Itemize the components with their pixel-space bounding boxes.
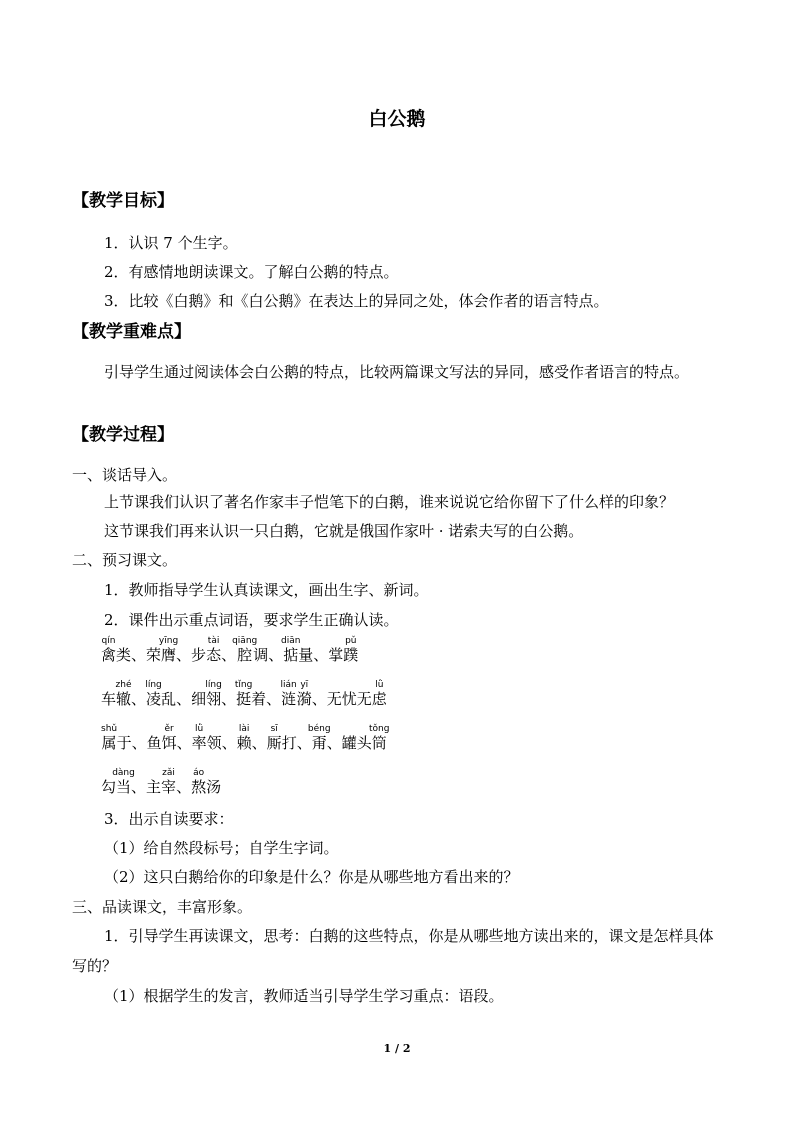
vocab-char: 虑lǜ <box>371 680 387 708</box>
document-title: 白公鹅 <box>368 108 426 130</box>
section-2-item-3-sub-1: （1）给自然段标号；自学生字词。 <box>104 839 339 857</box>
key-points-paragraph: 引导学生通过阅读体会白公鹅的特点，比较两篇课文写法的异同，感受作者语言的特点。 <box>104 363 690 381</box>
vocab-char: 饵ěr <box>161 724 177 752</box>
section-2-item-3: 3．出示自读要求： <box>104 810 234 828</box>
section-3-title: 三、品读课文，丰富形象。 <box>72 898 253 916</box>
heading-key-points: 【教学重难点】 <box>72 322 191 342</box>
section-1-paragraph-1: 上节课我们认识了著名作家丰子恺笔下的白鹅，谁来说说它给你留下了什么样的印象？ <box>104 493 675 511</box>
vocab-char: 涟lián <box>280 680 297 708</box>
section-1-title: 一、谈话导入。 <box>72 466 178 484</box>
vocab-char: 掂diān <box>281 636 301 664</box>
section-3-item-1: 1．引导学生再读课文，思考：白鹅的这些特点，你是从哪些地方读出来的，课文是怎样具体写的？ <box>72 927 714 975</box>
vocab-char: 赖lài <box>236 724 252 752</box>
vocab-char: 率lǜ <box>191 724 207 752</box>
vocab-char: 膺yīng <box>158 636 179 664</box>
section-2-title: 二、预习课文。 <box>72 551 178 569</box>
vocab-char: 当dàng <box>112 768 135 796</box>
vocab-char: 漪yī <box>296 680 312 708</box>
vocab-row-2: 车辙zhé、凌líng乱、细翎líng、挺tǐng着、涟lián漪yī、无忧无虑lǜ <box>101 680 387 708</box>
page-number: 1 / 2 <box>383 1042 411 1055</box>
vocab-char: 腔qiāng <box>232 636 258 664</box>
section-1-paragraph-2: 这节课我们再来认识一只白鹅，它就是俄国作家叶 · 诺索夫写的白公鹅。 <box>104 522 584 540</box>
vocab-char: 辙zhé <box>115 680 132 708</box>
vocab-char: 蹼pǔ <box>343 636 359 664</box>
section-2-item-2: 2．课件出示重点词语，要求学生正确认读。 <box>104 611 399 629</box>
vocab-row-4: 勾当dàng、主宰zǎi、熬áo汤 <box>101 768 222 796</box>
heading-teaching-goals: 【教学目标】 <box>72 191 174 211</box>
vocab-char: 甭béng <box>307 724 331 752</box>
vocab-char: 宰zǎi <box>161 768 177 796</box>
vocab-char: 属shǔ <box>101 724 118 752</box>
vocab-char: 禽qín <box>101 636 117 664</box>
vocab-char: 凌líng <box>145 680 162 708</box>
vocab-char: 挺tǐng <box>234 680 253 708</box>
vocab-char: 厮sī <box>266 724 282 752</box>
section-3-item-1-sub-1: （1）根据学生的发言，教师适当引导学生学习重点：语段。 <box>104 987 504 1005</box>
vocab-row-1: 禽qín类、荣膺yīng、步态tài、腔qiāng调、掂diān量、掌蹼pǔ <box>101 636 359 664</box>
vocab-char: 熬áo <box>191 768 207 796</box>
heading-teaching-process: 【教学过程】 <box>72 425 174 445</box>
goal-item-1: 1．认识 7 个生字。 <box>104 234 238 252</box>
goal-item-3: 3．比较《白鹅》和《白公鹅》在表达上的异同之处，体会作者的语言特点。 <box>104 292 609 310</box>
vocab-char: 翎líng <box>205 680 222 708</box>
vocab-char: 筒tǒng <box>369 724 390 752</box>
section-2-item-1: 1．教师指导学生认真读课文，画出生字、新词。 <box>104 581 429 599</box>
vocab-row-3: 属shǔ于、鱼饵ěr、率lǜ领、赖lài、厮sī打、甭béng、罐头筒tǒng <box>101 724 390 752</box>
goal-item-2: 2．有感情地朗读课文。了解白公鹅的特点。 <box>104 263 399 281</box>
vocab-char: 态tài <box>206 636 222 664</box>
section-2-item-3-sub-2: （2）这只白鹅给你的印象是什么？你是从哪些地方看出来的？ <box>104 868 519 886</box>
